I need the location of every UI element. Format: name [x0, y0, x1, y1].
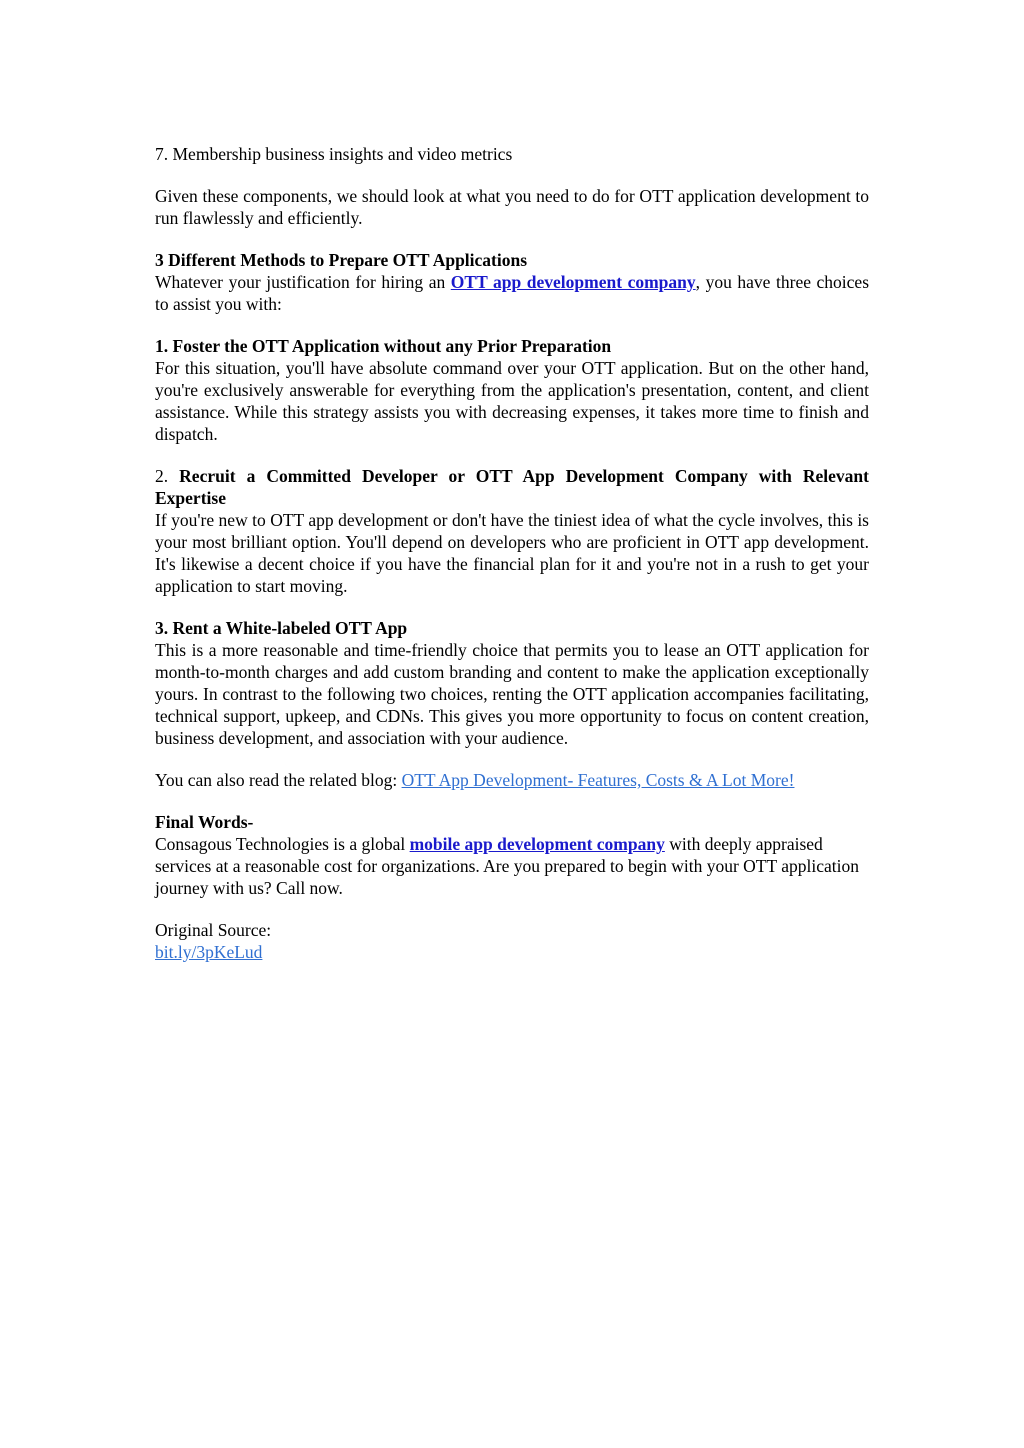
document-page — [155, 143, 869, 983]
method-3-body: This is a more reasonable and time-friendly choice that permits you to lease an OTT application for month-to-month charges and add custom branding and content to make the application exceptionally yours. In contrast to the following two choices, renting the OTT application accompanies facilitating, technical support, upkeep, and CDNs. This gives you more opportunity to focus on content creation, business development, and association with your audience. — [155, 640, 869, 748]
related-blog-line — [155, 769, 869, 791]
method-3-section — [155, 617, 869, 749]
original-source-link[interactable]: bit.ly/3pKeLud — [155, 942, 263, 962]
related-blog-prefix: You can also read the related blog: — [155, 770, 402, 790]
original-source-label: Original Source: — [155, 920, 272, 940]
intro-paragraph: Given these components, we should look at what you need to do for OTT application development to run flawlessly and efficiently. — [155, 186, 869, 228]
final-words-heading: Final Words- — [155, 812, 254, 832]
methods-lead-text-after: , you have three choices to assist you with: — [155, 272, 870, 314]
method-3-heading: 3. Rent a White-labeled OTT App — [155, 618, 408, 638]
mobile-app-development-company-link[interactable]: mobile app development company — [409, 834, 665, 854]
final-words-before: Consagous Technologies is a global — [155, 834, 410, 854]
method-1-heading: 1. Foster the OTT Application without any Prior Preparation — [155, 336, 612, 356]
related-blog-link[interactable]: OTT App Development- Features, Costs & A Lot More! — [401, 770, 795, 790]
final-words-section — [155, 811, 869, 899]
membership-insights-item: 7. Membership business insights and video metrics — [155, 144, 513, 164]
ott-app-development-company-link[interactable]: OTT app development company — [450, 272, 696, 292]
method-2-number: 2. — [155, 466, 180, 486]
final-words-after: with deeply appraised services at a reasonable cost for organizations. Are you prepared to begin with your OTT application journey with us? Call now. — [155, 834, 859, 898]
method-2-section — [155, 465, 869, 597]
methods-lead-text-before: Whatever your justification for hiring an — [155, 272, 451, 292]
methods-heading: 3 Different Methods to Prepare OTT Applications — [155, 250, 528, 270]
method-2-heading: Recruit a Committed Developer or OTT App Development Company with Relevant Expertise — [155, 466, 869, 508]
methods-section — [155, 249, 869, 315]
original-source-section — [155, 919, 869, 963]
method-1-body: For this situation, you'll have absolute command over your OTT application. But on the other hand, you're exclusively answerable for everything from the application's presentation, content, and client assistance. While this strategy assists you with decreasing expenses, it takes more time to finish and dispatch. — [155, 358, 869, 444]
method-2-body: If you're new to OTT app development or don't have the tiniest idea of what the cycle involves, this is your most brilliant option. You'll depend on developers who are proficient in OTT app development. It's likewise a decent choice if you have the financial plan for it and you're not in a rush to get your application to start moving. — [155, 510, 869, 596]
method-1-section — [155, 335, 869, 445]
